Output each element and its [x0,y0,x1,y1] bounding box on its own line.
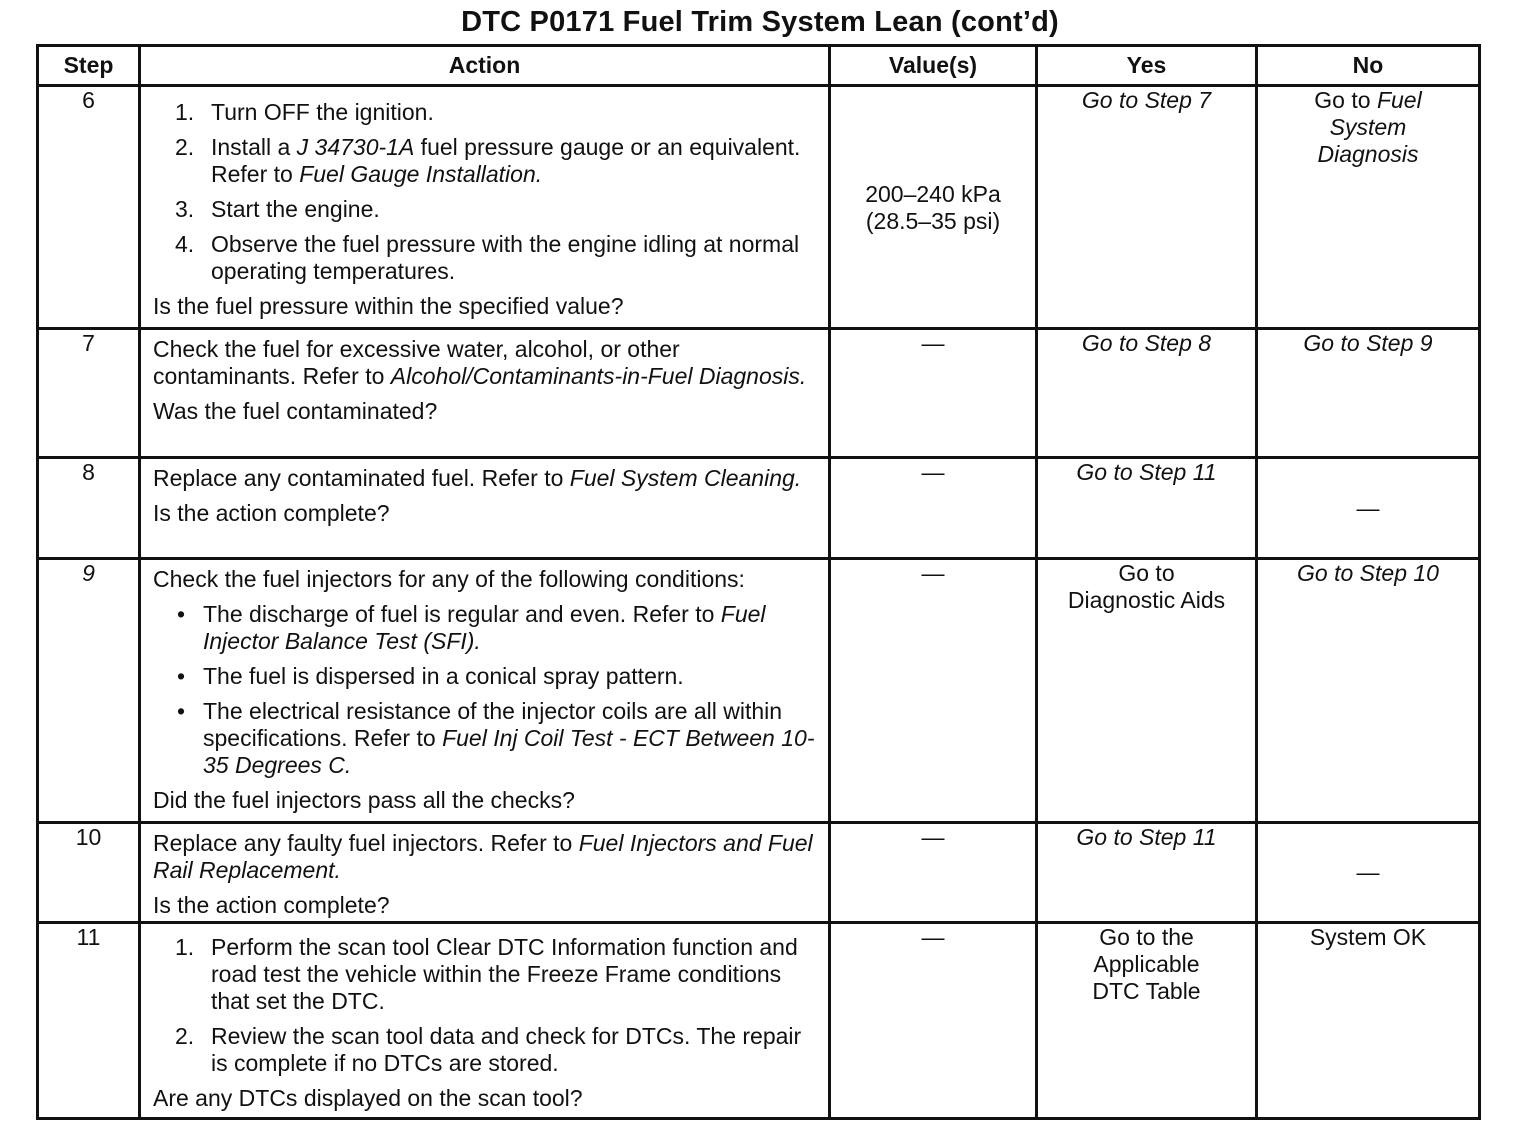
no-cell: System OK [1257,923,1480,1119]
table-row [38,923,1480,1119]
list-item [153,134,818,188]
yes-link: Go to Step 7 [1081,87,1212,113]
yes-cell [1037,923,1257,1119]
value-cell: — [830,329,1037,458]
action-question: Is the fuel pressure within the specified value? [153,293,624,319]
no-cell [1257,86,1480,329]
action-cell [140,86,830,329]
list-item [153,601,818,655]
action-cell [140,458,830,559]
action-question: Is the action complete? [153,500,390,526]
value-cell: — [830,458,1037,559]
procedure-reference: Fuel Inj Coil Test - ECT Between 10-35 Degrees C. [203,725,815,778]
list-item [153,196,818,223]
action-text [153,336,818,390]
table-row [38,458,1480,559]
action-question: Is the action complete? [153,892,390,918]
value-cell: — [830,559,1037,823]
header-yes: Yes [1037,46,1257,86]
list-number: 2. [175,134,195,160]
list-text: Install a [211,134,297,160]
yes-cell [1037,559,1257,823]
list-item [153,934,818,1015]
list-number: 3. [175,196,195,222]
yes-line: Applicable [1093,951,1200,977]
table-row [38,559,1480,823]
value-cell: — [830,823,1037,923]
value-line: 200–240 kPa [865,181,1001,207]
procedure-reference: Fuel Injectors and Fuel Rail Replacement. [153,830,813,883]
procedure-reference: Fuel Injector Balance Test (SFI). [203,601,766,654]
yes-line: Go to [1118,560,1175,586]
table-row [38,86,1480,329]
header-value: Value(s) [830,46,1037,86]
list-item [153,663,818,690]
bullet: • [177,663,186,689]
action-body: Check the fuel for excessive water, alcohol, or other contaminants. Refer to [153,336,680,389]
yes-cell [1037,458,1257,559]
step-number: 6 [38,86,140,329]
header-action: Action [140,46,830,86]
list-text: fuel pressure gauge or an equivalent. Refer to [211,134,801,187]
tool-reference: J 34730-1A [296,134,415,160]
value-cell [830,86,1037,329]
list-text: Observe the fuel pressure with the engine idling at normal operating temperatures. [211,231,800,284]
step-number: 10 [38,823,140,923]
list-item [153,231,818,285]
action-question: Was the fuel contaminated? [153,398,438,424]
action-text [153,465,818,492]
action-question: Are any DTCs displayed on the scan tool? [153,1085,583,1111]
yes-cell [1037,329,1257,458]
action-text [153,830,818,884]
step-number: 9 [38,559,140,823]
procedure-reference: Alcohol/Contaminants-in-Fuel Diagnosis. [390,363,807,389]
list-number: 4. [175,231,195,257]
page-title: DTC P0171 Fuel Trim System Lean (cont’d) [461,6,1059,38]
list-text: Perform the scan tool Clear DTC Information function and road test the vehicle within the Freeze Frame conditions that set the DTC. [211,934,798,1014]
no-cell: — [1257,823,1480,923]
list-number: 2. [175,1023,195,1049]
header-row [38,46,1480,86]
no-text: Go to [1314,87,1377,113]
yes-line: DTC Table [1092,978,1201,1004]
yes-link: Go to Step 11 [1076,824,1217,850]
yes-cell [1037,86,1257,329]
no-cell [1257,559,1480,823]
yes-line: Diagnostic Aids [1067,587,1226,613]
step-number: 8 [38,458,140,559]
list-text: The electrical resistance of the injector coils are all within specifications. Refer to [203,698,783,751]
list-item [153,1023,818,1077]
yes-link: Go to Step 11 [1076,459,1217,485]
procedure-reference: Fuel System Cleaning. [569,465,802,491]
no-link: Go to Step 9 [1303,330,1433,356]
bullet: • [177,698,186,724]
value-line: (28.5–35 psi) [865,208,1001,234]
action-cell [140,559,830,823]
step-number: 7 [38,329,140,458]
action-body: Replace any faulty fuel injectors. Refer to [153,830,579,856]
list-text: Review the scan tool data and check for DTCs. The repair is complete if no DTCs are stored. [211,1023,802,1076]
table-row [38,823,1480,923]
list-item [153,99,818,126]
action-cell [140,329,830,458]
procedure-reference: Fuel Gauge Installation. [299,161,543,187]
table-row [38,329,1480,458]
header-step: Step [38,46,140,86]
yes-line: Go to the [1099,924,1194,950]
list-text: Turn OFF the ignition. [211,99,434,125]
dtc-table [36,44,1481,1120]
value-cell: — [830,923,1037,1119]
no-link: Fuel System Diagnosis [1317,87,1422,167]
no-cell: — [1257,458,1480,559]
action-body: Replace any contaminated fuel. Refer to [153,465,570,491]
yes-link: Go to Step 8 [1081,330,1212,356]
list-number: 1. [175,934,195,960]
list-text: The discharge of fuel is regular and even. Refer to [203,601,721,627]
no-cell [1257,329,1480,458]
step-number: 11 [38,923,140,1119]
header-no: No [1257,46,1480,86]
list-item [153,698,818,779]
bullet: • [177,601,186,627]
no-link: Go to Step 10 [1297,560,1439,586]
action-question: Did the fuel injectors pass all the checks? [153,787,575,813]
yes-cell [1037,823,1257,923]
action-cell [140,923,830,1119]
list-text: The fuel is dispersed in a conical spray pattern. [203,663,684,689]
list-number: 1. [175,99,195,125]
list-text: Start the engine. [211,196,380,222]
action-cell [140,823,830,923]
action-intro: Check the fuel injectors for any of the following conditions: [153,566,745,592]
